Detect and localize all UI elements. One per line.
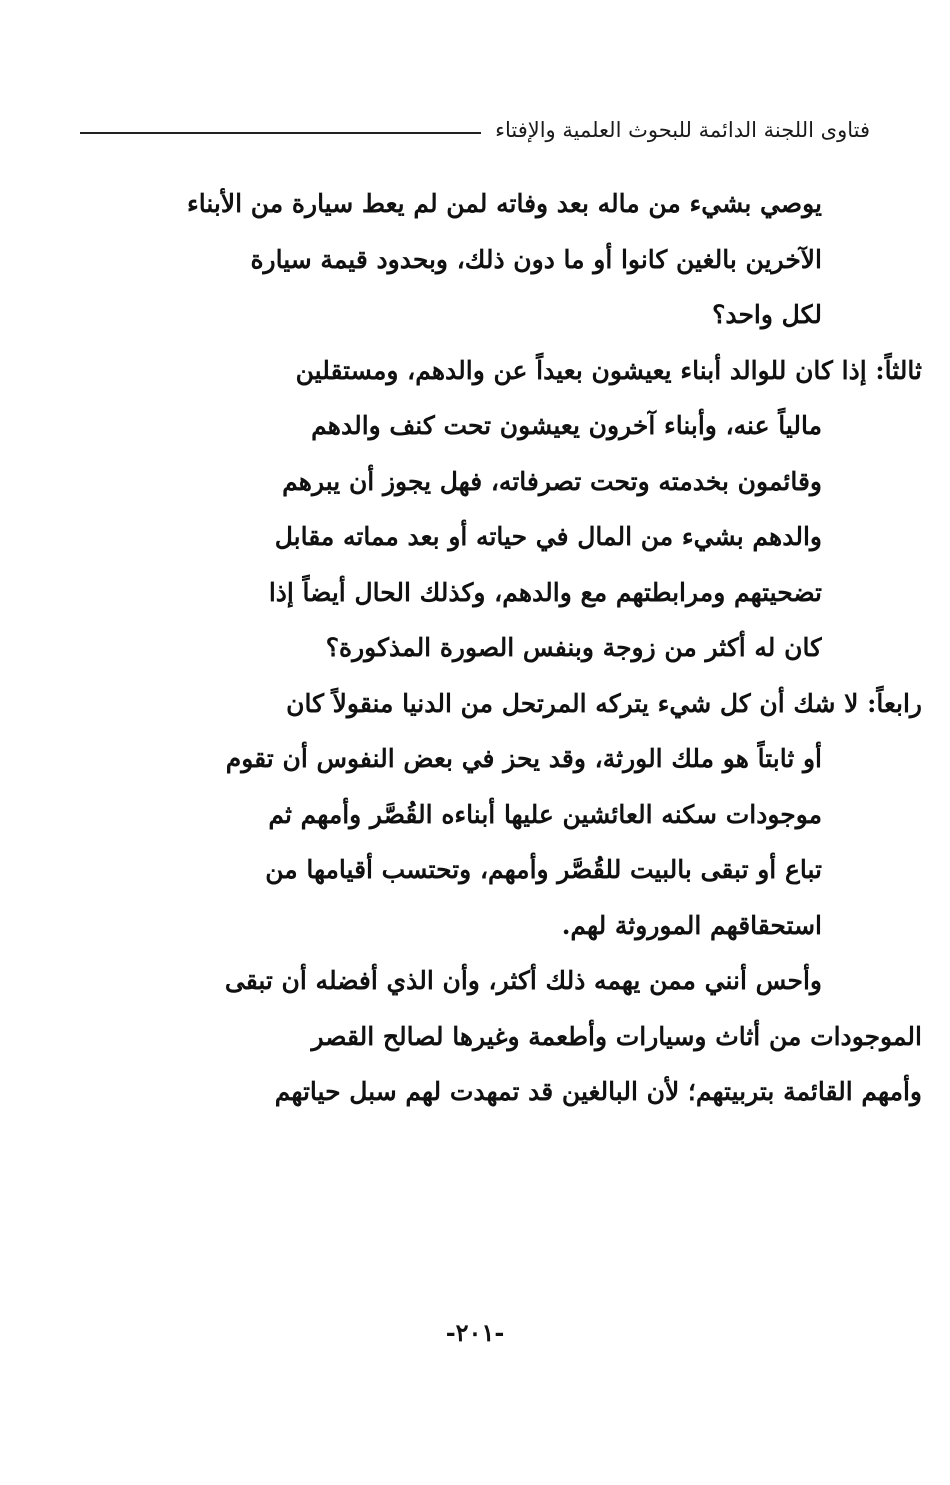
item-4-line-5: استحقاقهم الموروثة لهم.: [561, 910, 822, 940]
final-paragraph-line-1: وأحس أنني ممن يهمه ذلك أكثر، وأن الذي أفضله أن تبقى: [224, 966, 822, 995]
paragraph-1-line-1: يوصي بشيء من ماله بعد وفاته لمن لم يعط سيارة من الأبناء: [186, 189, 822, 218]
item-4-first-line: [157, 676, 922, 732]
running-header: [80, 110, 870, 150]
item-4-line-3: موجودات سكنه العائشين عليها أبناءه القُصَّر وأمهم ثم: [268, 799, 822, 829]
paragraph-1-line-3: لكل واحد؟: [712, 300, 822, 329]
item-4-label: رابعاً:: [867, 688, 922, 718]
item-3-first-line: [157, 343, 922, 399]
item-3-line-3: وقائمون بخدمته وتحت تصرفاته، فهل يجوز أن يبرهم: [282, 466, 822, 496]
item-3-line-5: تضحيتهم ومرابطتهم مع والدهم، وكذلك الحال أيضاً إذا: [268, 577, 822, 607]
page-number: -٢٠١-: [445, 1318, 505, 1347]
item-3-line-2: مالياً عنه، وأبناء آخرون يعيشون تحت كنف والدهم: [311, 411, 822, 440]
item-3-first-text: إذا كان للوالد أبناء يعيشون بعيداً عن والدهم، ومستقلين: [295, 355, 867, 385]
final-paragraph-line-3: وأمهم القائمة بتربيتهم؛ لأن البالغين قد تمهدت لهم سبل حياتهم: [274, 1077, 922, 1106]
header-rule: [80, 132, 481, 134]
final-paragraph-line-2: الموجودات من أثاث وسيارات وأطعمة وغيرها لصالح القصر: [311, 1021, 922, 1051]
paragraph-1-line-2: الآخرين بالغين كانوا أو ما دون ذلك، وبحدود قيمة سيارة: [250, 244, 822, 274]
item-3-line-4: والدهم بشيء من المال في حياته أو بعد مماته مقابل: [274, 522, 822, 551]
item-3-label: ثالثاً:: [875, 355, 922, 385]
body-text: [157, 176, 922, 1120]
item-3-line-6: كان له أكثر من زوجة وبنفس الصورة المذكورة؟: [325, 633, 822, 662]
header-title: فتاوى اللجنة الدائمة للبحوث العلمية والإفتاء: [495, 118, 870, 142]
item-4-line-4: تباع أو تبقى بالبيت للقُصَّر وأمهم، وتحتسب أقيامها من: [265, 855, 822, 884]
item-4-line-2: أو ثابتاً هو ملك الورثة، وقد يحز في بعض النفوس أن تقوم: [225, 744, 822, 773]
item-4-first-text: لا شك أن كل شيء يتركه المرتحل من الدنيا منقولاً كان: [286, 688, 859, 718]
